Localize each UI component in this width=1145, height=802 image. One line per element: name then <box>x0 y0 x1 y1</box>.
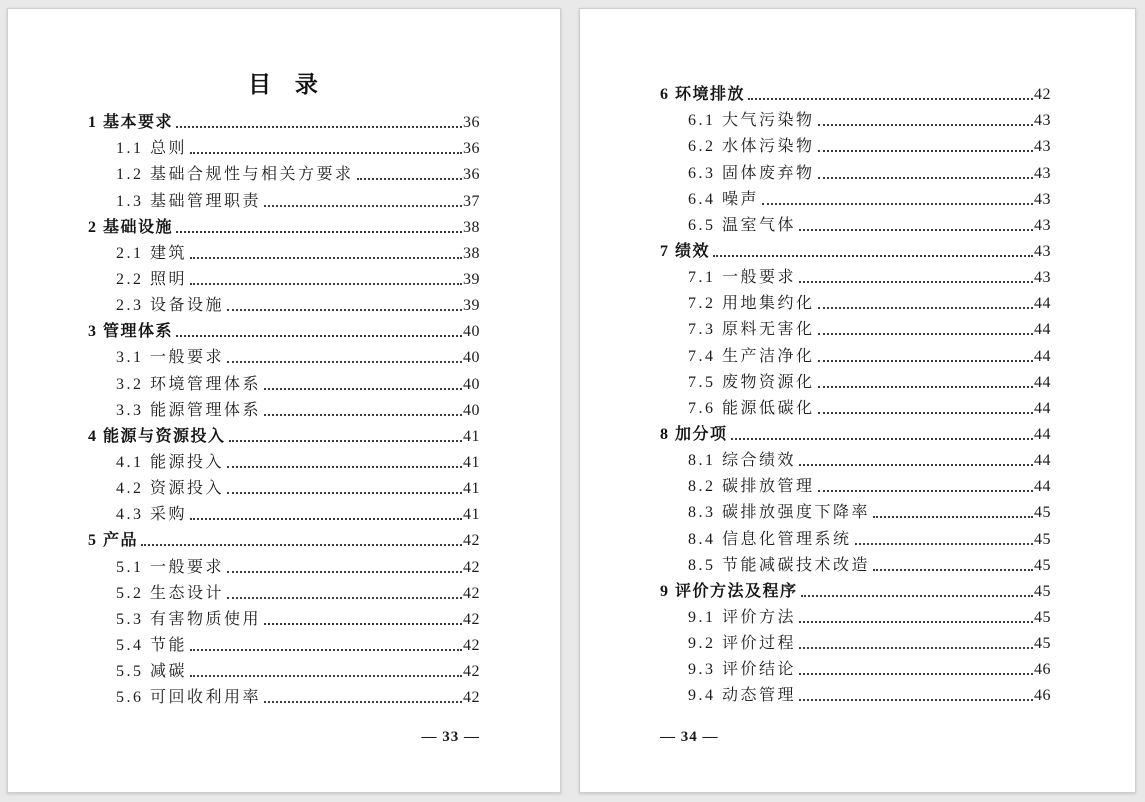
toc-entry-label: 4 能源与资源投入 <box>88 427 226 445</box>
toc-entry-label: 8.5 节能减碳技术改造 <box>688 556 871 574</box>
toc-entry-page-number: 39 <box>463 270 480 288</box>
toc-entry-label: 1.3 基础管理职责 <box>116 192 262 210</box>
toc-entry <box>660 262 1051 288</box>
toc-entry <box>88 395 480 421</box>
toc-title: 目 录 <box>248 72 320 97</box>
toc-entry-label: 7 绩效 <box>660 242 711 260</box>
toc-entry-label: 2.2 照明 <box>116 270 188 288</box>
toc-entry <box>88 473 480 499</box>
toc-dot-leader <box>818 177 1033 179</box>
toc-entry-page-number: 42 <box>463 584 480 602</box>
toc-dot-leader <box>190 283 462 285</box>
toc-entry <box>88 551 480 577</box>
toc-entry-page-number: 40 <box>463 375 480 393</box>
toc-entry-label: 1 基本要求 <box>88 114 174 132</box>
toc-entry-page-number: 45 <box>1034 635 1051 653</box>
toc-entry-label: 5.1 一般要求 <box>116 558 225 576</box>
toc-dot-leader <box>818 124 1033 126</box>
toc-dot-leader <box>190 675 462 677</box>
document-page-left <box>7 8 561 793</box>
toc-dot-leader <box>799 464 1033 466</box>
toc-dot-leader <box>818 490 1033 492</box>
toc-dot-leader <box>855 543 1033 545</box>
toc-entry <box>660 497 1051 523</box>
toc-entry-label: 8.2 碳排放管理 <box>688 478 815 496</box>
toc-dot-leader <box>799 621 1033 623</box>
toc-entry <box>660 105 1051 131</box>
toc-entry-label: 6.2 水体污染物 <box>688 138 815 156</box>
toc-entry <box>660 288 1051 314</box>
toc-entry <box>88 107 480 133</box>
toc-entry-label: 8.3 碳排放强度下降率 <box>688 504 871 522</box>
toc-entry-label: 6 环境排放 <box>660 86 746 104</box>
toc-entry-label: 7.4 生产洁净化 <box>688 347 815 365</box>
toc-entry-label: 7.1 一般要求 <box>688 269 797 287</box>
toc-entry-label: 5.6 可回收利用率 <box>116 689 262 707</box>
toc-dot-leader <box>818 386 1033 388</box>
toc-entry-page-number: 44 <box>1034 295 1051 313</box>
toc-entry <box>88 316 480 342</box>
toc-entry-page-number: 43 <box>1034 112 1051 130</box>
toc-dot-leader <box>264 205 462 207</box>
toc-dot-leader <box>818 307 1033 309</box>
toc-entry-label: 3.1 一般要求 <box>116 349 225 367</box>
toc-entry-page-number: 41 <box>463 506 480 524</box>
toc-entry-page-number: 42 <box>463 663 480 681</box>
toc-dot-leader <box>799 647 1033 649</box>
toc-entry-label: 9 评价方法及程序 <box>660 582 798 600</box>
toc-entry <box>660 680 1051 706</box>
toc-entry-page-number: 41 <box>463 427 480 445</box>
toc-entry-label: 6.5 温室气体 <box>688 216 797 234</box>
toc-entry-page-number: 39 <box>463 297 480 315</box>
toc-entry <box>88 604 480 630</box>
toc-entry <box>660 157 1051 183</box>
toc-entry-label: 3 管理体系 <box>88 323 174 341</box>
toc-entry <box>88 159 480 185</box>
toc-dot-leader <box>190 518 462 520</box>
toc-entry <box>660 419 1051 445</box>
toc-dot-leader <box>227 492 462 494</box>
toc-entry-label: 8 加分项 <box>660 425 728 443</box>
toc-entry-label: 9.4 动态管理 <box>688 687 797 705</box>
toc-entry-label: 4.3 采购 <box>116 506 188 524</box>
toc-dot-leader <box>264 388 462 390</box>
toc-entry <box>660 393 1051 419</box>
toc-entry-page-number: 42 <box>463 610 480 628</box>
toc-entry-label: 9.2 评价过程 <box>688 635 797 653</box>
toc-entry <box>88 447 480 473</box>
toc-dot-leader <box>227 466 462 468</box>
toc-dot-leader <box>801 595 1033 597</box>
toc-entry-label: 7.5 废物资源化 <box>688 373 815 391</box>
toc-entry-page-number: 45 <box>1034 582 1051 600</box>
toc-dot-leader <box>799 229 1033 231</box>
toc-entry <box>88 499 480 525</box>
toc-dot-leader <box>713 255 1033 257</box>
toc-entry <box>660 550 1051 576</box>
toc-dot-leader <box>799 281 1033 283</box>
toc-entry-page-number: 43 <box>1034 242 1051 260</box>
document-page-right <box>579 8 1136 793</box>
toc-entry <box>660 602 1051 628</box>
toc-entry <box>660 314 1051 340</box>
toc-entry-page-number: 43 <box>1034 190 1051 208</box>
toc-list <box>580 9 1135 706</box>
toc-entry <box>660 131 1051 157</box>
toc-entry-page-number: 36 <box>463 114 480 132</box>
toc-entry <box>88 185 480 211</box>
toc-dot-leader <box>176 335 462 337</box>
toc-entry-label: 5.3 有害物质使用 <box>116 610 262 628</box>
toc-dot-leader <box>818 150 1033 152</box>
toc-entry-label: 2.3 设备设施 <box>116 297 225 315</box>
toc-dot-leader <box>264 623 462 625</box>
toc-dot-leader <box>190 649 462 651</box>
toc-dot-leader <box>227 597 462 599</box>
toc-entry-label: 2 基础设施 <box>88 218 174 236</box>
toc-entry <box>660 628 1051 654</box>
toc-entry-page-number: 42 <box>463 689 480 707</box>
toc-entry-label: 6.1 大气污染物 <box>688 112 815 130</box>
toc-entry-page-number: 45 <box>1034 556 1051 574</box>
toc-entry <box>88 630 480 656</box>
toc-entry-page-number: 44 <box>1034 425 1051 443</box>
toc-entry <box>660 79 1051 105</box>
toc-entry-page-number: 40 <box>463 349 480 367</box>
toc-entry <box>88 290 480 316</box>
toc-entry <box>660 523 1051 549</box>
toc-entry-page-number: 42 <box>463 532 480 550</box>
toc-entry-label: 7.6 能源低碳化 <box>688 399 815 417</box>
toc-dot-leader <box>818 412 1033 414</box>
toc-dot-leader <box>264 701 462 703</box>
toc-entry-label: 8.1 综合绩效 <box>688 452 797 470</box>
toc-entry-label: 1.1 总则 <box>116 140 188 158</box>
toc-dot-leader <box>357 178 462 180</box>
toc-entry-label: 7.2 用地集约化 <box>688 295 815 313</box>
toc-entry <box>660 445 1051 471</box>
toc-dot-leader <box>873 516 1033 518</box>
toc-entry <box>88 342 480 368</box>
toc-entry-page-number: 44 <box>1034 478 1051 496</box>
toc-entry <box>660 210 1051 236</box>
toc-entry-page-number: 44 <box>1034 373 1051 391</box>
toc-entry-page-number: 37 <box>463 192 480 210</box>
toc-dot-leader <box>176 231 462 233</box>
toc-entry-page-number: 46 <box>1034 661 1051 679</box>
toc-entry-page-number: 42 <box>463 558 480 576</box>
toc-entry-page-number: 43 <box>1034 138 1051 156</box>
toc-dot-leader <box>190 257 462 259</box>
toc-entry-page-number: 45 <box>1034 504 1051 522</box>
toc-entry <box>88 368 480 394</box>
toc-entry <box>660 236 1051 262</box>
toc-entry <box>88 656 480 682</box>
toc-entry-page-number: 45 <box>1034 608 1051 626</box>
toc-entry <box>88 238 480 264</box>
toc-dot-leader <box>873 569 1033 571</box>
page-footer: — 34 — <box>660 729 719 745</box>
toc-entry <box>660 340 1051 366</box>
toc-entry-label: 1.2 基础合规性与相关方要求 <box>116 166 354 184</box>
toc-dot-leader <box>818 360 1033 362</box>
toc-entry <box>660 367 1051 393</box>
toc-dot-leader <box>264 414 462 416</box>
toc-entry-label: 5.2 生态设计 <box>116 584 225 602</box>
toc-dot-leader <box>731 438 1033 440</box>
toc-dot-leader <box>748 98 1033 100</box>
toc-dot-leader <box>799 699 1033 701</box>
toc-entry-label: 4.1 能源投入 <box>116 453 225 471</box>
toc-entry <box>88 421 480 447</box>
toc-entry-label: 7.3 原料无害化 <box>688 321 815 339</box>
toc-entry-page-number: 46 <box>1034 687 1051 705</box>
toc-entry-page-number: 44 <box>1034 399 1051 417</box>
toc-dot-leader <box>141 544 462 546</box>
toc-dot-leader <box>762 203 1033 205</box>
toc-entry-page-number: 43 <box>1034 269 1051 287</box>
toc-entry-page-number: 44 <box>1034 347 1051 365</box>
toc-entry <box>660 471 1051 497</box>
toc-entry-page-number: 38 <box>463 218 480 236</box>
page-footer: — 33 — <box>421 729 480 745</box>
toc-entry-page-number: 45 <box>1034 530 1051 548</box>
toc-entry-page-number: 41 <box>463 453 480 471</box>
toc-entry-label: 2.1 建筑 <box>116 244 188 262</box>
toc-dot-leader <box>190 152 462 154</box>
toc-entry <box>88 133 480 159</box>
toc-entry-page-number: 38 <box>463 244 480 262</box>
toc-entry <box>88 682 480 708</box>
toc-entry-label: 3.2 环境管理体系 <box>116 375 262 393</box>
toc-dot-leader <box>176 126 462 128</box>
toc-entry-page-number: 44 <box>1034 321 1051 339</box>
toc-entry <box>88 212 480 238</box>
toc-entry-page-number: 36 <box>463 140 480 158</box>
toc-entry <box>660 654 1051 680</box>
toc-dot-leader <box>799 673 1033 675</box>
toc-entry-page-number: 40 <box>463 323 480 341</box>
toc-entry-page-number: 41 <box>463 480 480 498</box>
toc-entry-label: 5.4 节能 <box>116 636 188 654</box>
toc-entry-label: 6.3 固体废弃物 <box>688 164 815 182</box>
toc-entry-page-number: 44 <box>1034 452 1051 470</box>
toc-entry-label: 5.5 减碳 <box>116 663 188 681</box>
toc-entry-page-number: 36 <box>463 166 480 184</box>
toc-entry <box>88 525 480 551</box>
toc-entry-label: 5 产品 <box>88 532 139 550</box>
toc-entry-label: 8.4 信息化管理系统 <box>688 530 852 548</box>
toc-entry-page-number: 43 <box>1034 164 1051 182</box>
toc-list <box>8 107 560 708</box>
toc-entry-label: 9.1 评价方法 <box>688 608 797 626</box>
toc-dot-leader <box>227 309 462 311</box>
toc-dot-leader <box>818 333 1033 335</box>
toc-entry <box>88 578 480 604</box>
toc-entry-page-number: 43 <box>1034 216 1051 234</box>
toc-entry-label: 3.3 能源管理体系 <box>116 401 262 419</box>
toc-entry-label: 9.3 评价结论 <box>688 661 797 679</box>
toc-entry <box>660 576 1051 602</box>
toc-entry-page-number: 40 <box>463 401 480 419</box>
toc-dot-leader <box>229 440 462 442</box>
toc-entry-label: 6.4 噪声 <box>688 190 760 208</box>
toc-entry-page-number: 42 <box>1034 86 1051 104</box>
toc-entry <box>88 264 480 290</box>
toc-dot-leader <box>227 361 462 363</box>
toc-entry <box>660 184 1051 210</box>
toc-entry-label: 4.2 资源投入 <box>116 480 225 498</box>
toc-dot-leader <box>227 571 462 573</box>
toc-entry-page-number: 42 <box>463 636 480 654</box>
